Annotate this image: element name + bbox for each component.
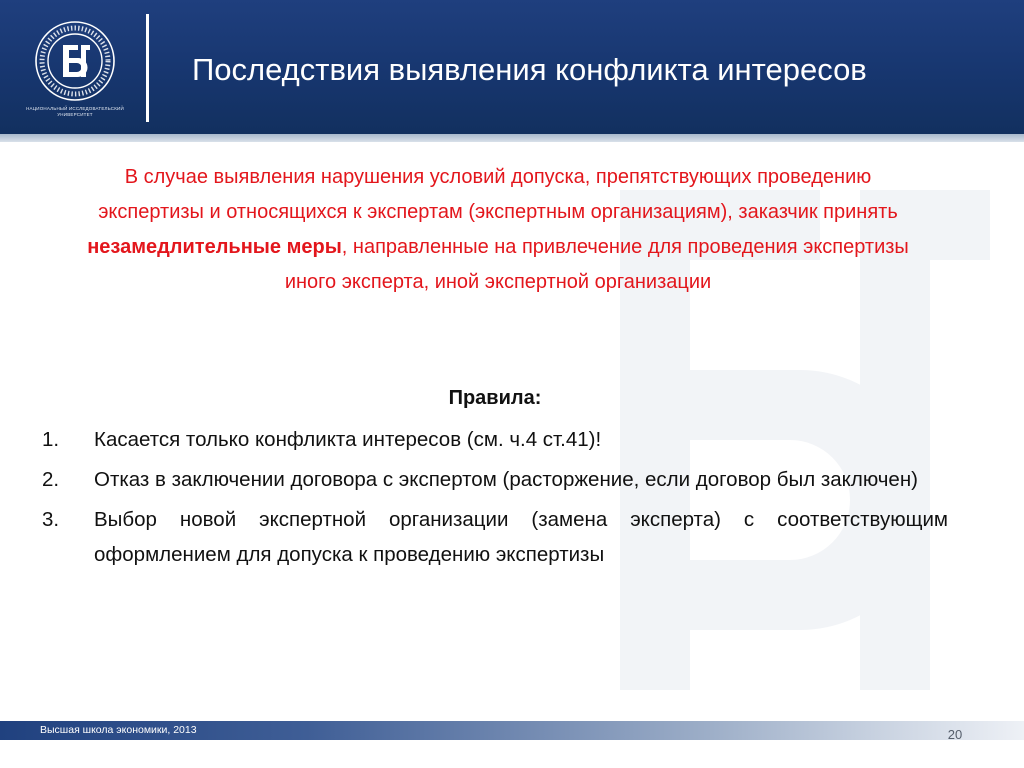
intro-text-part1: В случае выявления нарушения условий допуска, препятствующих проведению экспертизы и относящихся к экспертам (экспертным организациям), заказчик принять [98,166,898,223]
header-stripe [0,134,1024,142]
rule-item [42,502,948,572]
header-divider [146,14,149,122]
intro-paragraph [70,160,926,300]
rule-text: Выбор новой экспертной организации (замена эксперта) с соответствующим оформлением для допуска к проведению экспертизы [94,508,948,566]
rule-item [42,462,948,497]
rule-item [42,422,948,457]
rule-number: 1. [42,428,60,451]
rules-heading: Правила: [448,387,542,409]
page-title: Последствия выявления конфликта интересов [192,52,867,87]
hse-emblem-icon [34,20,116,102]
rule-number: 2. [42,468,60,491]
rules-list [42,422,948,577]
rule-text: Отказ в заключении договора с экспертом (расторжение, если договор был заключен) [94,468,918,491]
intro-text-part2: , направленные на привлечение для проведения экспертизы иного эксперта, иной экспертной организации [284,236,909,293]
rule-text: Касается только конфликта интересов (см. ч.4 ст.41)! [94,428,602,451]
page-number: 20 [947,727,963,742]
footer-org: Высшая школа экономики, 2013 [40,724,197,736]
logo-caption: НАЦИОНАЛЬНЫЙ ИССЛЕДОВАТЕЛЬСКИЙ УНИВЕРСИТЕТ [26,106,124,117]
rule-number: 3. [42,508,60,531]
intro-emphasis: незамедлительные меры [87,236,342,258]
